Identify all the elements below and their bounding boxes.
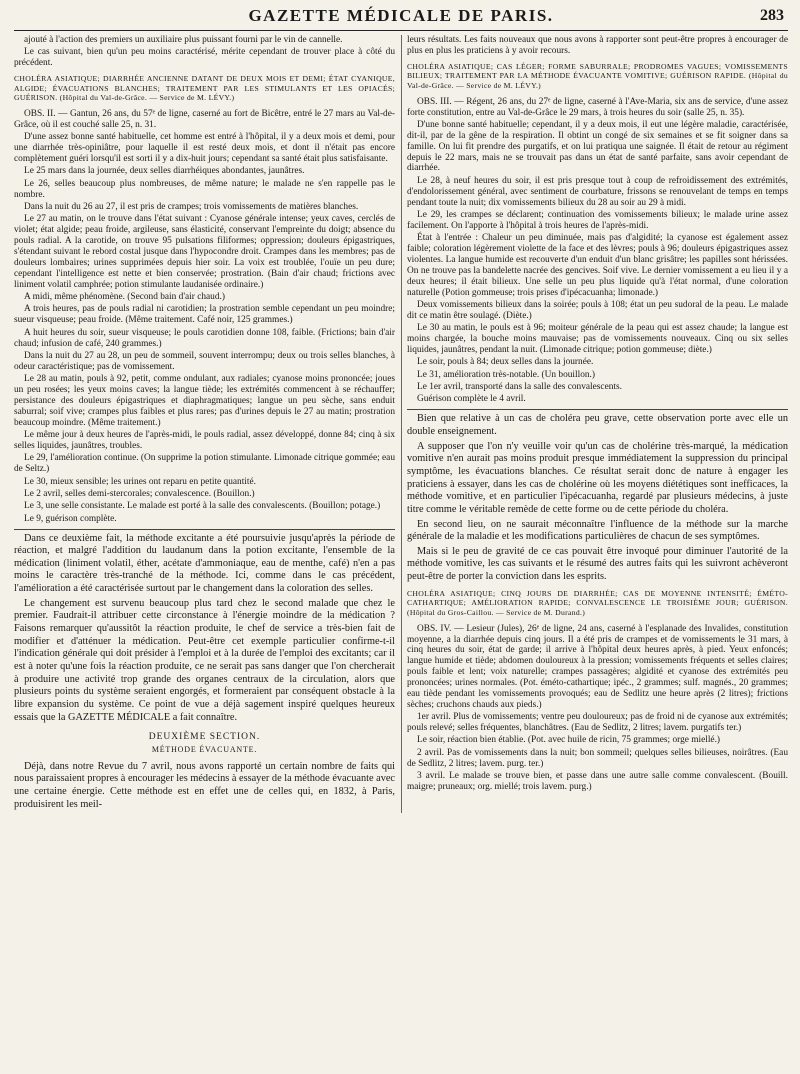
body-paragraph: 2 avril. Pas de vomissements dans la nuit; bon sommeil; quelques selles bilieuses, noirâtres. (Eau de Sedlitz, 2 litres; lavem. purg. ter.) (407, 747, 788, 769)
body-paragraph: Le 31, amélioration très-notable. (Un bouillon.) (417, 369, 596, 380)
commentary-paragraph: Dans ce deuxième fait, la méthode excitante a été poursuivie jusqu'après la période de réaction, et malgré l'addition du laudanum dans la potion excitante, l'ensemble de la médication (liniment volatil, éther, acétate d'ammoniaque, eau de menthe, café) n'en a pas moins le caractère très-tranché de la méthode. Ici, comme dans le cas précédent, l'amélioration a été caractérisée surtout par le changement dans la coloration des selles. (14, 532, 395, 595)
body-paragraph: 3 avril. Le malade se trouve bien, et passe dans une autre salle comme convalescent. (Bouill. maigre; pruneaux; org. miellé; trois lavem. purg.) (407, 771, 788, 792)
body-paragraph: ajouté à l'action des premiers un auxiliaire plus puissant fourni par le vin de cannelle. (24, 35, 343, 45)
body-paragraph: Le 9, guérison complète. (24, 513, 117, 524)
body-paragraph: A huit heures du soir, sueur visqueuse; le pouls carotidien donne 108, faible. (Frictions; bain d'air chaud; infusion de café, 240 grammes.) (14, 327, 395, 349)
text-columns (14, 35, 788, 813)
commentary-paragraph: En second lieu, on ne saurait méconnaître l'influence de la méthode sur la marche générale de la maladie et les modifications particulières de chacun de ses symptômes. (407, 518, 788, 543)
section-subtitle: MÉTHODE ÉVACUANTE. (151, 745, 258, 755)
body-paragraph: Le 28 au matin, pouls à 92, petit, comme ondulant, aux radiales; cyanose moins prononcée; joues un peu rosées; les yeux moins caves; la langue tiède; les extrémités commencent à se réchauffer; persistance des douleurs épigastriques et diaphragmatiques; langue un peu sèche, sans enduit saburral; soif vive; crampes plus faibles et plus rares; pas d'urines depuis le 27 au matin; prostration beaucoup moindre. (Même traitement.) (14, 374, 395, 428)
commentary-paragraph: Le changement est survenu beaucoup plus tard chez le second malade que chez le premier. Faudrait-il attribuer cette circonstance à l'énergie moindre de la médication ? Faisons remarquer qu'aussitôt la réaction produite, le chef de service a très-bien fait de modifier et d'atténuer la médication. Peut-être cet exemple particulier confirme-t-il l'indication générale qui doit présider à l'emploi et à la durée de l'emploi des excitants; car il est à noter qu'une fois la réaction produite, ce ne serait pas sans danger que l'on chercherait à produire une activité trop grande des organes centraux de la circulation, alors que plusieurs points du système seraient engorgés, et formeraient par conséquent obstacle à la libre expansion du système. Ce point de vue a déjà sagement inspiré quelques heureux essais que la GAZETTE MÉDICALE a fait connaître. (14, 597, 395, 723)
body-paragraph: Le 30 au matin, le pouls est à 96; moiteur générale de la peau qui est assez chaude; la langue est moins chargée, la bouche moins mauvaise; pas de vomissements nouveaux. Cinq ou six selles liquides, jaunâtres, pendant la nuit. (Limonade citrique; potion gommeuse; diète.) (407, 323, 788, 355)
case-heading: CHOLÉRA ASIATIQUE; CAS LÉGER; FORME SABURRALE; PRODROMES VAGUES; VOMISSEMENTS BILIEUX; TRAITEMENT PAR LA MÉTHODE ÉVACUANTE VOMITIVE; GUÉRISON RAPIDE. (Hôpital du Val-de-Grâce. — Service de M. LÉVY.) (407, 61, 788, 90)
body-paragraph: OBS. II. — Gantun, 26 ans, du 57ᵉ de ligne, caserné au fort de Bicêtre, entré le 27 mars au Val-de-Grâce, où il est couché salle 25, n. 31. (14, 109, 395, 130)
body-paragraph: OBS. IV. — Lesieur (Jules), 26ᵉ de ligne, 24 ans, caserné à l'esplanade des Invalides, constitution moyenne, a la diarrhée depuis cinq jours. Il a été pris de crampes et de vomissements le 31 mars, à cinq heures du soir, état de garde; il arrive à l'hôpital deux heures après, à pied. Yeux enfoncés; langue humide et tiède; abdomen douloureux à la pression; vomissements fréquents et selles claires; pouls faible et lent; voix naturelle; crampes passagères; algidité et cyanose des extrémités peu prononcées; urines normales. (Pot. éméto-cathartique; ipéc., 2 grammes; sulf. magnés., 20 grammes; eau tiède pendant les vomissements provoqués; eau de Sedlitz une heure après (2 litres); frictions sèches; cruchons chauds aux pieds.) (407, 623, 788, 710)
body-paragraph: Dans la nuit du 26 au 27, il est pris de crampes; trois vomissements de matières blanches. (24, 202, 359, 212)
journal-title: GAZETTE MÉDICALE DE PARIS. (248, 6, 554, 25)
commentary-paragraph: A supposer que l'on n'y veuille voir qu'un cas de cholérine très-marqué, la médication vomitive n'en aurait pas moins produit presque immédiatement la suppression du principal symptôme, les évacuations blanches. Ce résultat serait donc de nature à engager les praticiens à essayer, dans les cas de cholérine où les moyens diététiques sont inefficaces, la méthode vomitive, et en particulier l'ipécacuanha, regardé par plusieurs médecins, à juste titre comme le véritable remède de cette forme ou de cette période du choléra. (407, 440, 788, 515)
body-paragraph: OBS. III. — Régent, 26 ans, du 27ᵉ de ligne, caserné à l'Ave-Maria, six ans de service, d'une assez forte constitution, entre au Val-de-Grâce le 29 mars, à trois heures du soir (salle 25, n. 35). (407, 96, 788, 118)
body-paragraph: Deux vomissements bilieux dans la soirée; pouls à 108; état un peu sudoral de la peau. Le malade dit ce matin être soulagé. (Diète.) (407, 299, 788, 321)
body-paragraph: Le 25 mars dans la journée, deux selles diarrhéiques abondantes, jaunâtres. (24, 166, 305, 177)
left-column (14, 35, 395, 813)
body-paragraph: Le 29, l'amélioration continue. (On supprime la potion stimulante. Limonade citrique gommée; eau de Seltz.) (14, 453, 395, 475)
body-paragraph: Le même jour à deux heures de l'après-midi, le pouls radial, assez développé, donne 84; cinq à six selles liquides, jaunâtres, troubles. (14, 430, 395, 451)
right-column (407, 35, 788, 813)
body-paragraph: Le soir, pouls à 84; deux selles dans la journée. (417, 357, 594, 368)
body-paragraph: Le 3, une selle consistante. Le malade est porté à la salle des convalescents. (Bouillon; potage.) (24, 501, 381, 512)
section-divider (407, 409, 788, 410)
body-paragraph: Le 27 au matin, on le trouve dans l'état suivant : Cyanose générale intense; yeux caves, cerclés de violet; état algide; peau froide, argileuse, sans élasticité, conservant l'empreinte du doigt; absence du pouls radial. A la carotide, on trouve 95 pulsations filiformes; oppression; douleurs épigastriques, s'étendant suivant le rebord costal jusque dans l'hypocondre droit. Crampes dans les membres; pas de douleurs lombaires; urines supprimées depuis hier soir. La voix est troublée, l'ouïe un peu dure; cependant l'intelligence est nette et bien conservée; prostration. (Bain d'air chaud; frictions avec liniment volatil camphrée; potion stimulante laudanisée ordinaire.) (14, 214, 395, 290)
body-paragraph: Le 2 avril, selles demi-stercorales; convalescence. (Bouillon.) (24, 488, 255, 499)
body-paragraph: A trois heures, pas de pouls radial ni carotidien; la prostration semble cependant un peu moindre; sueur visqueuse; peau froide. (Même traitement. Café noir, 125 grammes.) (14, 304, 395, 326)
body-paragraph: A midi, même phénomène. (Second bain d'air chaud.) (24, 292, 225, 302)
case-heading: CHOLÉRA ASIATIQUE; DIARRHÉE ANCIENNE DATANT DE DEUX MOIS ET DEMI; ÉTAT CYANIQUE, ALGIDE; ÉVACUATIONS BLANCHES; TRAITEMENT PAR LES STIMULANTS ET LES OPIACÉS; GUÉRISON. (Hôpital du Val-de-Grâce. — Service de M. LÉVY.) (14, 74, 395, 103)
section-divider (14, 529, 395, 530)
commentary-paragraph: Bien que relative à un cas de choléra peu grave, cette observation porte avec elle un double enseignement. (407, 413, 788, 437)
body-paragraph: Le 26, selles beaucoup plus nombreuses, de même nature; le malade ne s'en rappelle pas le nombre. (14, 178, 395, 200)
commentary-paragraph: Déjà, dans notre Revue du 7 avril, nous avons rapporté un certain nombre de faits qui nous paraissaient propres à encourager les médecins à essayer de la méthode évacuante avec une certaine énergie. Cette méthode est en effet une de celles qui, en 1832, à Paris, produisirent les meil- (14, 760, 395, 810)
body-paragraph: Dans la nuit du 27 au 28, un peu de sommeil, souvent interrompu; deux ou trois selles blanches, à odeur caractéristique; pas de vomissement. (14, 350, 395, 372)
body-paragraph: Le 29, les crampes se déclarent; continuation des vomissements bilieux; le malade urine assez facilement. On l'apporte à l'hôpital à trois heures de l'après-midi. (407, 209, 788, 231)
body-paragraph: Le 30, mieux sensible; les urines ont reparu en petite quantité. (24, 476, 256, 487)
body-paragraph: Guérison complète le 4 avril. (417, 394, 526, 405)
page-number: 283 (760, 7, 784, 24)
body-paragraph: Le 1er avril, transporté dans la salle des convalescents. (417, 382, 622, 392)
case-heading: CHOLÉRA ASIATIQUE; CINQ JOURS DE DIARRHÉE; CAS DE MOYENNE INTENSITÉ; ÉMÉTO-CATHARTIQUE; AMÉLIORATION RAPIDE; CONVALESCENCE LE TROISIÈME JOUR; GUÉRISON. (Hôpital du Gros-Caillou. — Service de M. Durand.) (407, 588, 788, 618)
commentary-paragraph: Mais si le peu de gravité de ce cas pouvait être invoqué pour diminuer l'autorité de la méthode vomitive, les cas suivants et le résumé des autres faits qui les suivront achèveront peut-être de porter la conviction dans les esprits. (407, 545, 788, 583)
body-paragraph: État à l'entrée : Chaleur un peu diminuée, mais pas d'algidité; la cyanose est également assez faible; coloration légèrement violette de la face et des lèvres; pouls à 96; douleurs épigastriques assez violentes. La langue humide est recouverte d'un enduit d'un blanc grisâtre; les papilles sont hérissées. On ne trouve pas la bandelette nacrée des gencives. Soif vive. Le dernier vomissement a eu lieu il y a deux heures; il était bilieux. Une selle un peu plus liquide qu'à l'état normal, d'une coloration naturelle (Potion gommeuse; trois prises d'ipécacuanha; limonade.) (407, 233, 788, 298)
body-paragraph: Le 28, à neuf heures du soir, il est pris presque tout à coup de refroidissement des extrémités, d'endolorissement général, avec sentiment de courbature, frissons se renouvelant de temps en temps pendant toute la nuit; dix vomissements bilieux du 28 au soir au 29 à midi. (407, 175, 788, 208)
body-paragraph: D'une assez bonne santé habituelle, cet homme est entré à l'hôpital, il y a deux mois et demi, pour une diarrhée très-opiniâtre, pour laquelle il est resté deux mois, et dont il n'était pas encore complètement guéri lorsqu'il est sorti il y a dix-huit jours; cependant sa santé était plus satisfaisante. (14, 132, 395, 164)
body-paragraph: D'une bonne santé habituelle; cependant, il y a deux mois, il eut une légère maladie, caractérisée, dit-il, par de la gêne de la respiration. Il obtint un congé de six semaines et se fit soigner dans sa famille. On lui fit prendre des purgatifs, et on lui pratiqua une saignée. Il était de retour au régiment depuis le 22 mars, mais ne se trouvait pas dans un état de santé parfaite, sans avoir cependant de diarrhée. (407, 119, 788, 174)
page-header (14, 4, 788, 31)
body-paragraph: leurs résultats. Les faits nouveaux que nous avons à rapporter sont peut-être propres à encourager de plus en plus les praticiens à y avoir recours. (407, 35, 788, 56)
body-paragraph: Le cas suivant, bien qu'un peu moins caractérisé, mérite cependant de trouver place à côté du précédent. (14, 47, 395, 69)
body-paragraph: 1er avril. Plus de vomissements; ventre peu douloureux; pas de froid ni de cyanose aux extrémités; pouls relevé; selles fréquentes, blanchâtres. (Eau de Sedlitz, 2 litres; lavem. purgatifs ter.) (407, 712, 788, 734)
body-paragraph: Le soir, réaction bien établie. (Pot. avec huile de ricin, 75 grammes; orge miellé.) (417, 735, 721, 746)
section-title: DEUXIÈME SECTION. (148, 732, 261, 743)
